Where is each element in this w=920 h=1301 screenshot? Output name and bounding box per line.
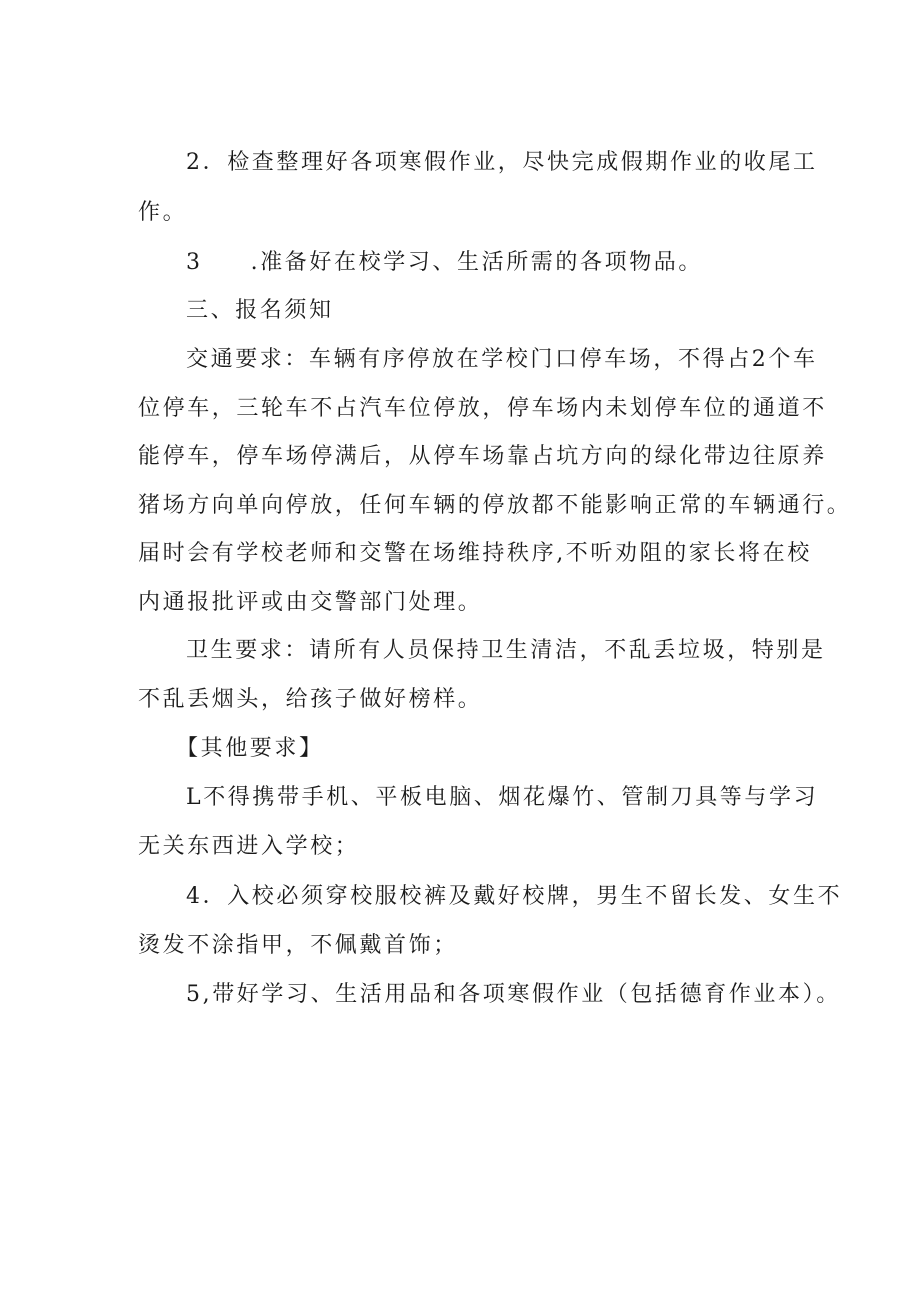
rule-l-line-1: L不得携带手机、平板电脑、烟花爆竹、管制刀具等与学习 [186,785,819,810]
hygiene-line-1: 卫生要求：请所有人员保持卫生清洁，不乱丢垃圾，特别是 [186,638,826,663]
traffic-line-6: 内通报批评或由交警部门处理。 [138,590,483,615]
rule-4-line-2: 烫发不涂指甲，不佩戴首饰； [138,933,458,958]
hygiene-line-2: 不乱丢烟头，给孩子做好榜样。 [138,687,483,712]
other-requirements-heading: 【其他要求】 [176,736,324,761]
traffic-line-4: 猪场方向单向停放，任何车辆的停放都不能影响正常的车辆通行。 [138,493,852,518]
item-3-number: 3 [186,250,203,275]
traffic-line-5: 届时会有学校老师和交警在场维持秩序,不听劝阻的家长将在校 [138,541,812,566]
item-2-line-1: 2．检查整理好各项寒假作业，尽快完成假期作业的收尾工 [186,150,818,175]
item-3 [186,248,703,278]
traffic-line-3: 能停车，停车场停满后，从停车场靠占坑方向的绿化带边往原养 [138,444,827,469]
traffic-line-2: 位停车，三轮车不占汽车位停放，停车场内未划停车位的通道不 [138,396,827,421]
rule-5-line-1: 5,带好学习、生活用品和各项寒假作业（包括德育作业本）。 [186,982,841,1007]
rule-l-line-2: 无关东西进入学校； [138,834,360,859]
section-3-heading: 三、报名须知 [186,298,334,323]
item-2-line-2: 作。 [138,200,188,225]
item-3-text: .准备好在校学习、生活所需的各项物品。 [250,250,704,275]
traffic-line-1: 交通要求：车辆有序停放在学校门口停车场，不得占2个车 [186,347,818,372]
rule-4-line-1: 4．入校必须穿校服校裤及戴好校牌，男生不留长发、女生不 [186,884,843,909]
